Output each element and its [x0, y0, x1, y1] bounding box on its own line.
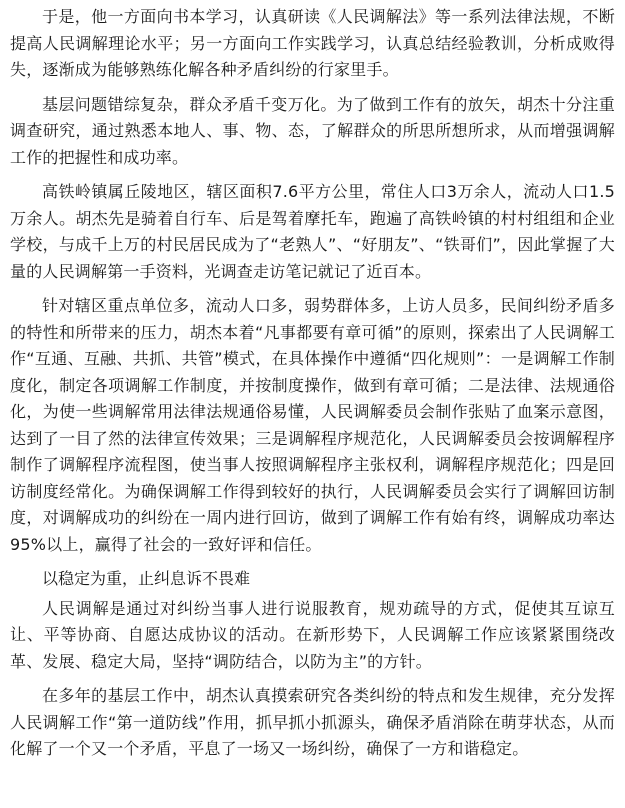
paragraph-first-line-defense: 在多年的基层工作中，胡杰认真摸索研究各类纠纷的特点和发生规律，充分发挥人民调解工作“第一道防线”作用，抓早抓小抓源头，确保矛盾消除在萌芽状态，从而化解了一个又一个矛盾，平息了一场又一场纠纷，确保了一方和谐稳定。: [10, 686, 615, 758]
section-subheading: 以稳定为重，止纠息诉不畏难: [42, 569, 251, 588]
paragraph-town-profile: 高铁岭镇属丘陵地区，辖区面积7.6平方公里，常住人口3万余人，流动人口1.5万余人。胡杰先是骑着自行车、后是驾着摩托车，跑遍了高铁岭镇的村村组组和企业学校，与成千上万的村民居民成为了“老熟人”、“好朋友”、“铁哥们”，因此掌握了大量的人民调解第一手资料，光调查走访笔记就记了近百本。: [10, 182, 615, 281]
paragraph-mediation-definition: 人民调解是通过对纠纷当事人进行说服教育，规劝疏导的方式，促使其互谅互让、平等协商、自愿达成协议的活动。在新形势下，人民调解工作应该紧紧围绕改革、发展、稳定大局，坚持“调防结合，以防为主”的方针。: [10, 598, 615, 671]
paragraph-four-rules: 针对辖区重点单位多，流动人口多，弱势群体多，上访人员多，民间纠纷矛盾多的特性和所带来的压力，胡杰本着“凡事都要有章可循”的原则，探索出了人民调解工作“互通、互融、共抓、共管”模式，在具体操作中遵循“四化规则”：一是调解工作制度化，制定各项调解工作制度，并按制度操作，做到有章可循；二是法律、法规通俗化，为使一些调解常用法律法规通俗易懂，人民调解委员会制作张贴了血案示意图，达到了一目了然的法律宣传效果；三是调解程序规范化，人民调解委员会按调解程序制作了调解程序流程图，使当事人按照调解程序主张权利，调解程序规范化；四是回访制度经常化。为确保调解工作得到较好的执行，人民调解委员会实行了调解回访制度，对调解成功的纠纷在一周内进行回访，做到了调解工作有始有终，调解成功率达95%以上，赢得了社会的一致好评和信任。: [10, 296, 615, 554]
paragraph-investigation: 基层问题错综复杂，群众矛盾千变万化。为了做到工作有的放矢，胡杰十分注重调查研究，通过熟悉本地人、事、物、态，了解群众的所思所想所求，从而增强调解工作的把握性和成功率。: [10, 94, 615, 167]
paragraph-study: 于是，他一方面向书本学习，认真研读《人民调解法》等一系列法律法规，不断提高人民调解理论水平；另一方面向工作实践学习，认真总结经验教训，分析成败得失，逐渐成为能够熟练化解各种矛盾纠纷的行家里手。: [10, 7, 615, 79]
